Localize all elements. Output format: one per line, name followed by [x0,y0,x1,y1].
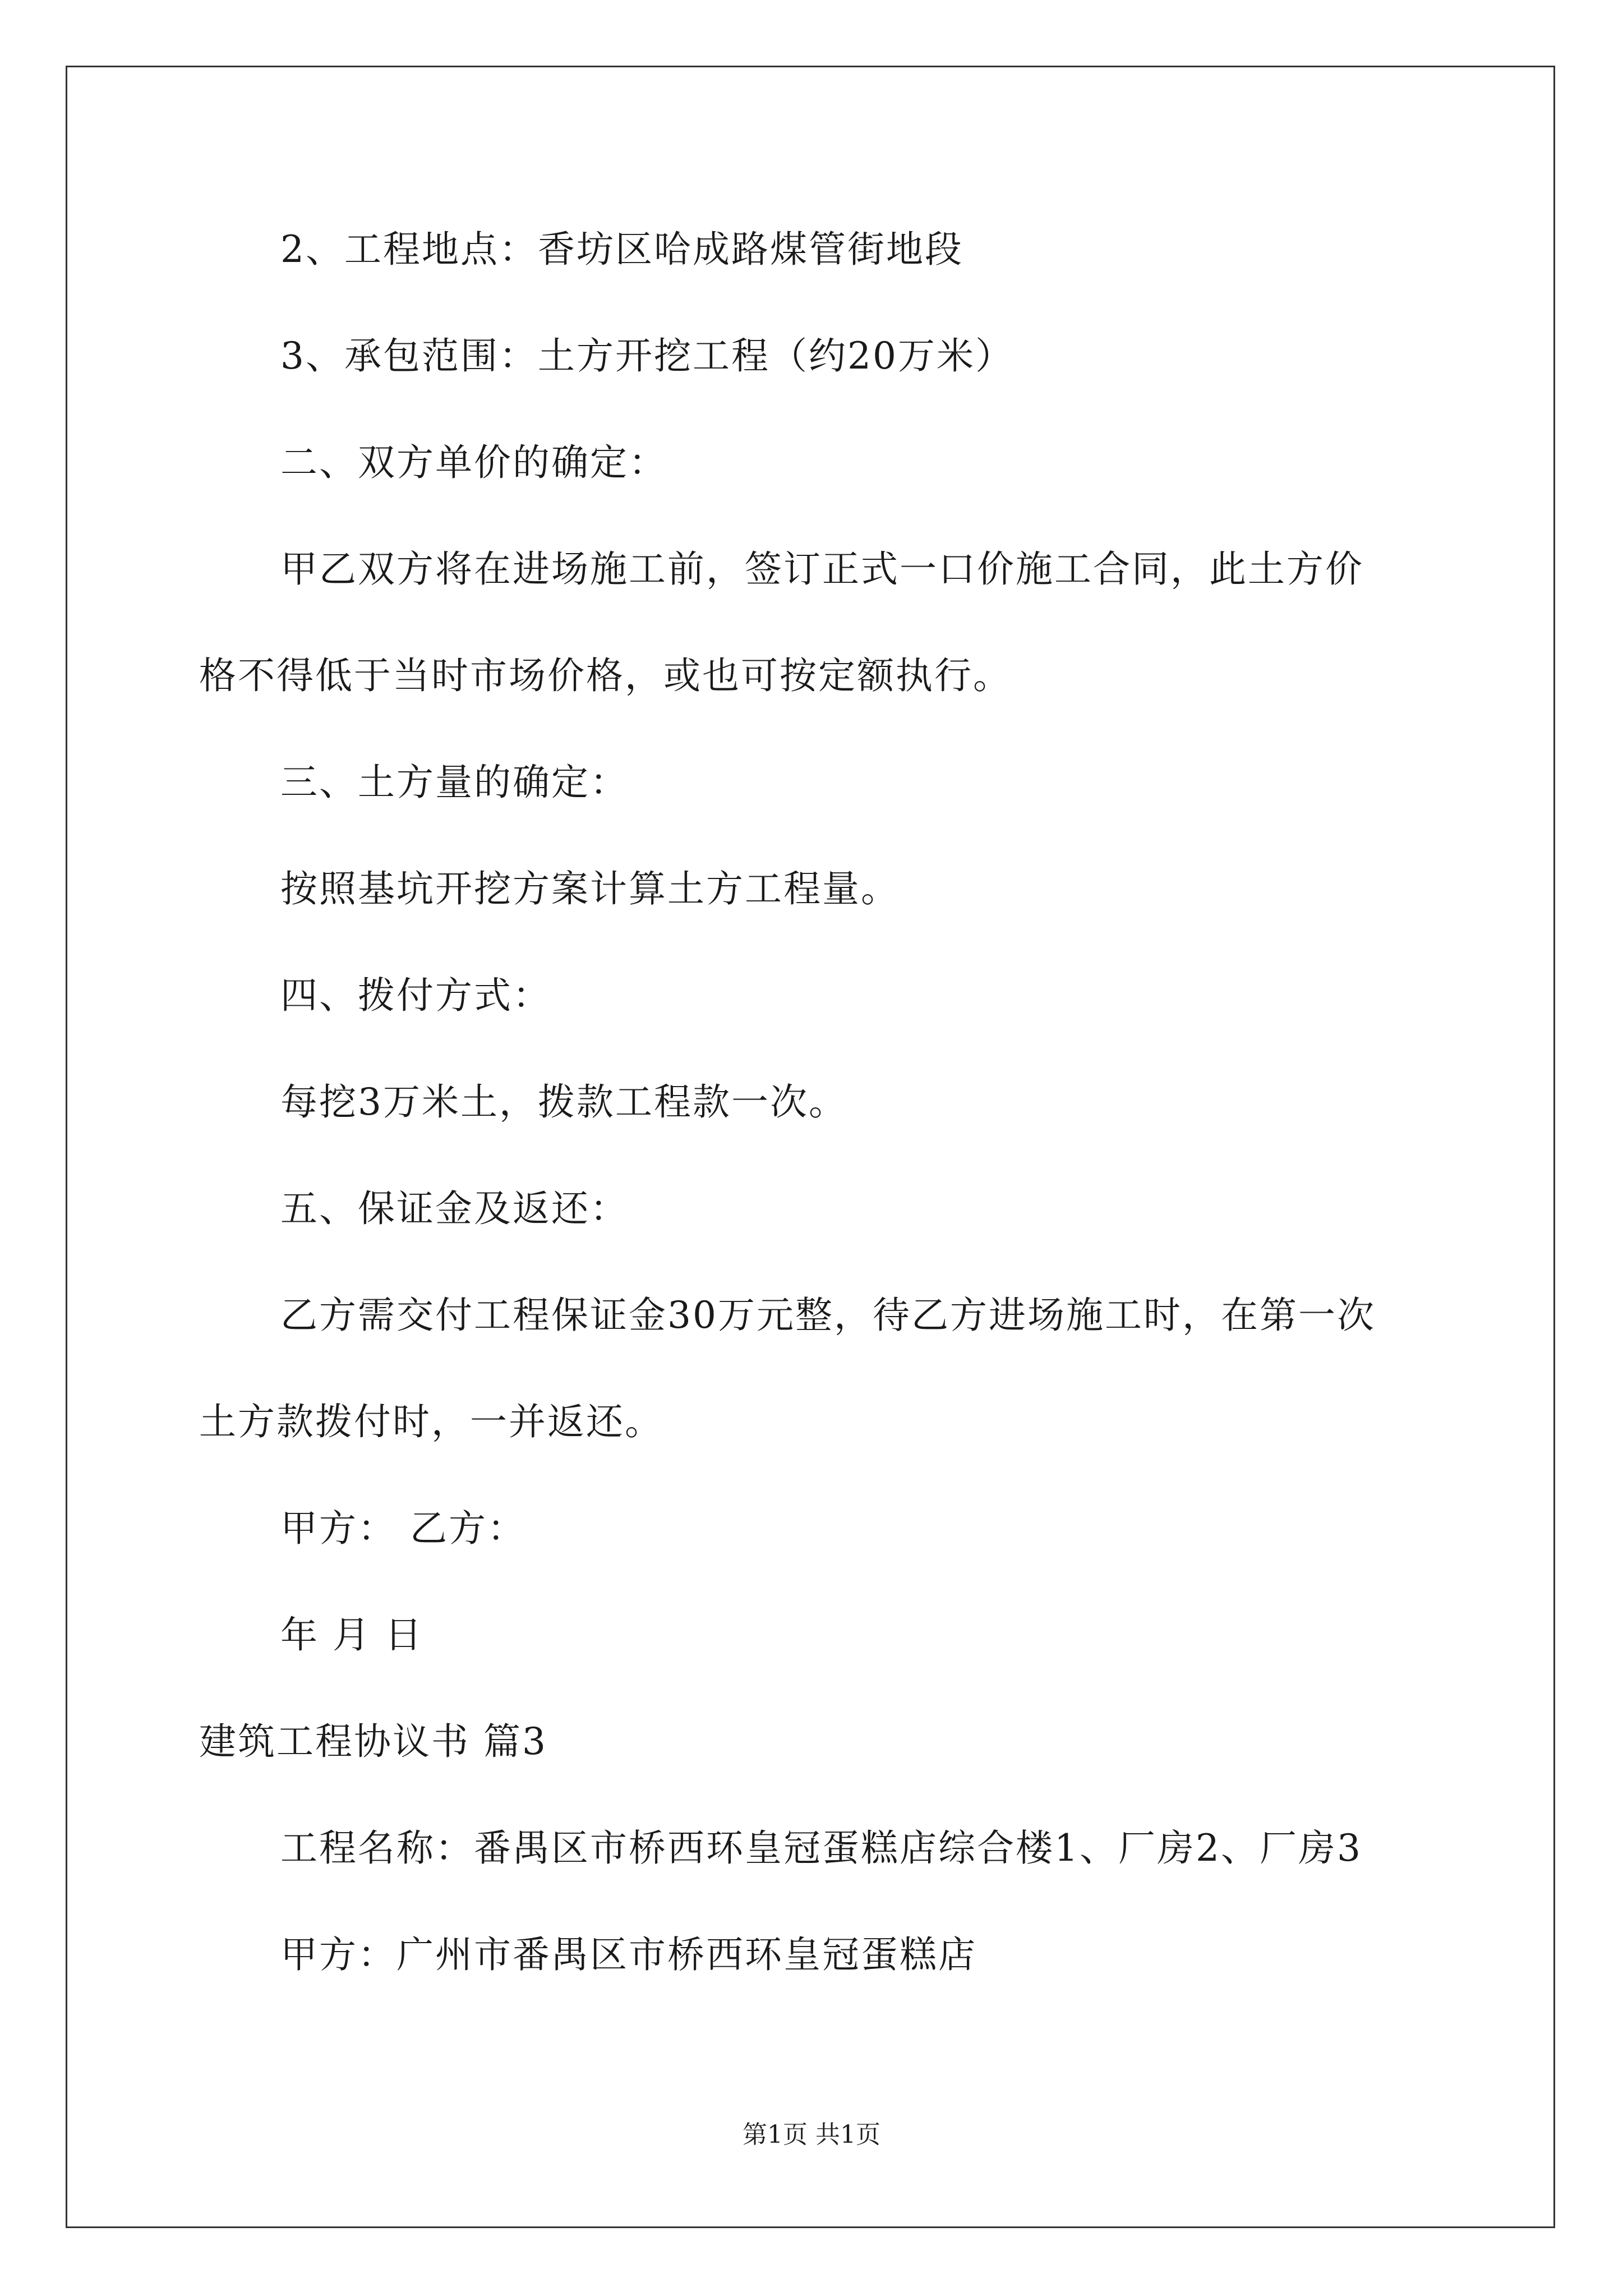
paragraph-earthwork-quantity: 按照基坑开挖方案计算土方工程量。 [280,867,900,910]
page-number-footer: 第1页 共1页 [743,2120,880,2149]
project-name: 工程名称：番禺区市桥西环皇冠蛋糕店综合楼1、厂房2、厂房3 [280,1826,1362,1870]
section-title-agreement-3: 建筑工程协议书 篇3 [199,1720,547,1763]
page-border [66,66,1555,2228]
paragraph-unit-price-line1: 甲乙双方将在进场施工前，签订正式一口价施工合同，此土方价 [280,547,1364,591]
party-a: 甲方：广州市番禺区市桥西环皇冠蛋糕店 [280,1933,977,1976]
signature-parties: 甲方： 乙方： [280,1507,526,1550]
paragraph-payment-method: 每挖3万米土，拨款工程款一次。 [280,1080,847,1124]
signature-date: 年 月 日 [280,1613,423,1657]
clause-project-location: 2、工程地点：香坊区哈成路煤管街地段 [280,228,963,271]
clause-contract-scope: 3、承包范围：土方开挖工程（约20万米） [280,334,1014,378]
section-heading-earthwork-quantity: 三、土方量的确定： [280,761,629,804]
paragraph-deposit-line1: 乙方需交付工程保证金30万元整，待乙方进场施工时，在第一次 [280,1294,1376,1337]
section-heading-unit-price: 二、双方单价的确定： [280,441,667,484]
section-heading-payment-method: 四、拨付方式： [280,974,551,1017]
paragraph-unit-price-line2: 格不得低于当时市场价格，或也可按定额执行。 [199,654,1012,697]
paragraph-deposit-line2: 土方款拨付时，一并返还。 [199,1400,663,1443]
section-heading-deposit: 五、保证金及返还： [280,1187,629,1230]
